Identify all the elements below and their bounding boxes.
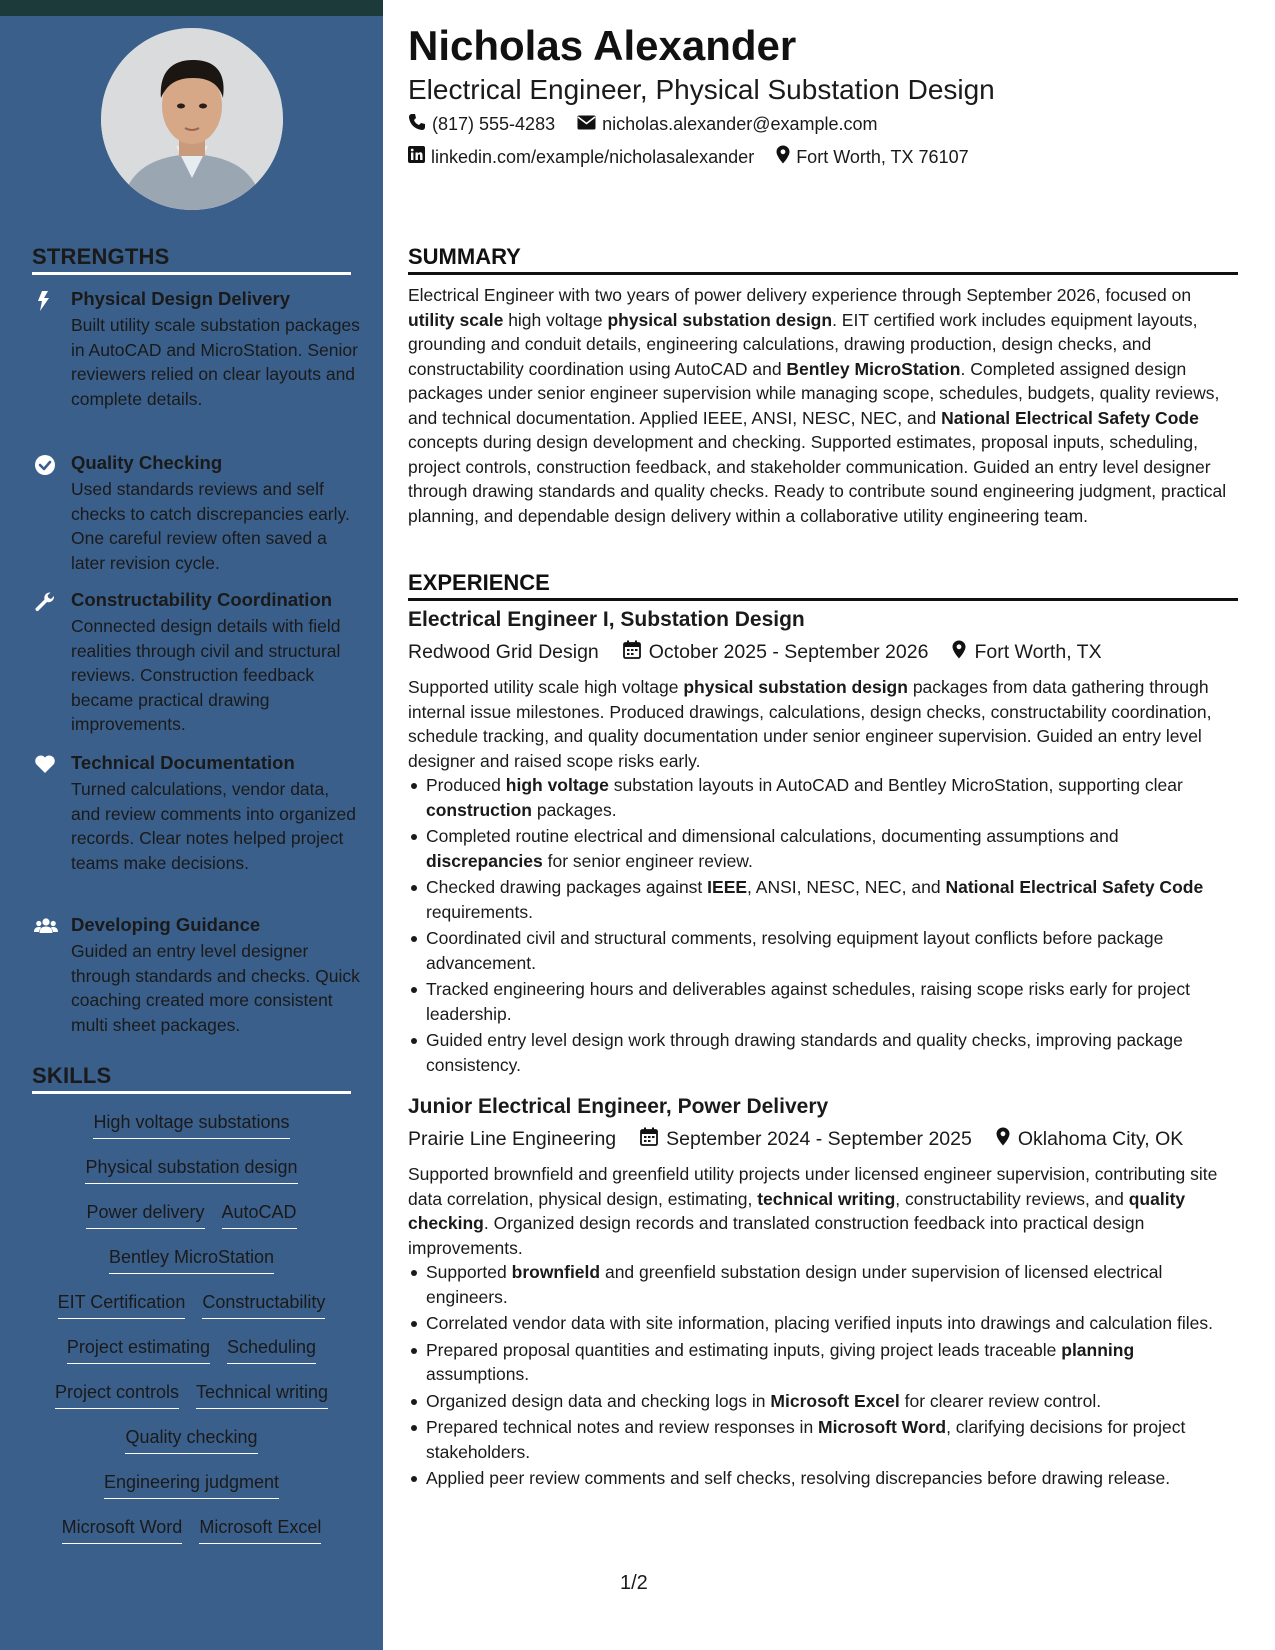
skill-tag: Power delivery xyxy=(86,1200,204,1229)
strength-title: Developing Guidance xyxy=(71,914,261,935)
email-link[interactable]: nicholas.alexander@example.com xyxy=(602,114,878,134)
linkedin-icon xyxy=(408,146,425,168)
phone-number[interactable]: (817) 555-4283 xyxy=(432,114,556,134)
phone-icon xyxy=(408,113,426,136)
job-bullets xyxy=(408,1260,1238,1493)
strength-desc: Turned calculations, vendor data, and review comments into organized records. Clear notes helped project teams make decisions. xyxy=(71,779,357,873)
job-description: Supported brownfield and greenfield utility projects under licensed engineer supervision, contributing site data correlation, physical design, estimating, technical writing, constructability reviews, and quality checking. Organized design records and translated construction feedback into practical design improvements. xyxy=(408,1164,1218,1258)
strengths-heading: STRENGTHS xyxy=(32,244,170,269)
job-title: Junior Electrical Engineer, Power Delivery xyxy=(408,1095,829,1118)
map-pin-icon xyxy=(952,640,966,665)
envelope-icon xyxy=(577,114,596,135)
bullet-item: Produced high voltage substation layouts in AutoCAD and Bentley MicroStation, supporting clear construction packages. xyxy=(408,773,1238,822)
skill-tag: Microsoft Word xyxy=(62,1515,183,1544)
bullet-item: Completed routine electrical and dimensional calculations, documenting assumptions and discrepancies for senior engineer review. xyxy=(408,824,1238,873)
skill-tag: Quality checking xyxy=(125,1425,257,1454)
summary-rule xyxy=(408,272,1238,275)
strength-desc: Connected design details with field realities through civil and structural reviews. Construction feedback became practical drawing improvements. xyxy=(71,616,341,734)
strengths-rule xyxy=(32,272,351,275)
job-dates: September 2024 - September 2025 xyxy=(666,1128,972,1150)
summary-paragraph: Electrical Engineer with two years of power delivery experience through September 2026, focused on utility scale high voltage physical substation design. EIT certified work includes equipment layouts, grounding and conduit details, engineering calculations, drawing production, design checks, and constructability coordination using AutoCAD and Bentley MicroStation. Completed assigned design packages under senior engineer supervision while managing scope, schedules, budgets, quality reviews, and technical documentation. Applied IEEE, ANSI, NESC, NEC, and National Electrical Safety Code concepts during design development and checking. Supported estimates, proposal inputs, scheduling, project controls, construction feedback, and stakeholder communication. Guided an entry level designer through drawing standards and quality checks. Ready to contribute sound engineering judgment, practical planning, and dependable design delivery within a collaborative utility engineering team. xyxy=(408,285,1227,526)
bullet-item: Tracked engineering hours and deliverables against schedules, raising scope risks early for project leadership. xyxy=(408,977,1238,1026)
job-description: Supported utility scale high voltage physical substation design packages from data gathering through internal issue milestones. Produced drawings, calculations, design checks, constructability coordination, schedule tracking, and quality documentation under senior engineer supervision. Guided an entry level designer and raised scope risks early. xyxy=(408,677,1212,771)
top-accent-bar xyxy=(0,0,383,16)
bullet-item: Prepared technical notes and review responses in Microsoft Word, clarifying decisions for project stakeholders. xyxy=(408,1415,1238,1464)
map-pin-icon xyxy=(776,145,790,169)
skill-tag: AutoCAD xyxy=(222,1200,297,1229)
skill-tag: Engineering judgment xyxy=(104,1470,279,1499)
contact-row-2 xyxy=(408,145,969,169)
heart-icon xyxy=(34,754,56,776)
skill-tag: High voltage substations xyxy=(93,1110,289,1139)
summary-heading: SUMMARY xyxy=(408,244,521,269)
skill-tag: Microsoft Excel xyxy=(199,1515,321,1544)
linkedin-link[interactable]: linkedin.com/example/nicholasalexander xyxy=(431,146,755,167)
skill-tag: EIT Certification xyxy=(58,1290,186,1319)
skill-tag: Technical writing xyxy=(196,1380,328,1409)
wrench-icon xyxy=(34,591,56,613)
job-bullets xyxy=(408,773,1238,1079)
strength-title: Quality Checking xyxy=(71,452,223,473)
bullet-item: Applied peer review comments and self checks, resolving discrepancies before drawing release. xyxy=(408,1466,1238,1491)
page-number: 1/2 xyxy=(620,1572,648,1594)
experience-heading: EXPERIENCE xyxy=(408,570,550,595)
check-circle-icon xyxy=(34,454,56,476)
skill-tag: Project estimating xyxy=(67,1335,210,1364)
strength-desc: Guided an entry level designer through standards and checks. Quick coaching created more consistent multi sheet packages. xyxy=(71,941,360,1035)
job-meta xyxy=(408,640,1102,665)
bullet-item: Prepared proposal quantities and estimating inputs, giving project leads traceable planning assumptions. xyxy=(408,1338,1238,1387)
calendar-icon xyxy=(623,640,641,665)
skills-heading: SKILLS xyxy=(32,1063,112,1088)
candidate-headline: Electrical Engineer, Physical Substation Design xyxy=(408,74,995,105)
skill-tag: Scheduling xyxy=(227,1335,316,1364)
company-name: Redwood Grid Design xyxy=(408,641,599,663)
skills-list xyxy=(32,1110,351,1560)
users-icon xyxy=(34,916,56,938)
bullet-item: Checked drawing packages against IEEE, ANSI, NESC, NEC, and National Electrical Safety Code requirements. xyxy=(408,875,1238,924)
skill-tag: Bentley MicroStation xyxy=(109,1245,274,1274)
strength-title: Technical Documentation xyxy=(71,752,295,773)
profile-photo xyxy=(101,28,283,210)
location-text: Fort Worth, TX 76107 xyxy=(796,146,969,167)
experience-rule xyxy=(408,598,1238,601)
job-location: Fort Worth, TX xyxy=(974,641,1102,663)
job-dates: October 2025 - September 2026 xyxy=(648,641,929,663)
strength-title: Physical Design Delivery xyxy=(71,288,291,309)
calendar-icon xyxy=(640,1127,658,1152)
job-meta xyxy=(408,1127,1183,1152)
contact-row-1 xyxy=(408,113,878,136)
job-location: Oklahoma City, OK xyxy=(1017,1128,1184,1150)
candidate-name: Nicholas Alexander xyxy=(408,22,797,69)
strength-desc: Used standards reviews and self checks to catch discrepancies early. One careful review often saved a later revision cycle. xyxy=(71,479,350,573)
bullet-item: Organized design data and checking logs in Microsoft Excel for clearer review control. xyxy=(408,1389,1238,1414)
skill-tag: Physical substation design xyxy=(85,1155,297,1184)
bullet-item: Supported brownfield and greenfield substation design under supervision of licensed electrical engineers. xyxy=(408,1260,1238,1309)
bullet-item: Guided entry level design work through drawing standards and quality checks, improving package consistency. xyxy=(408,1028,1238,1077)
strength-desc: Built utility scale substation packages in AutoCAD and MicroStation. Senior reviewers relied on clear layouts and complete details. xyxy=(71,315,360,409)
skills-rule xyxy=(32,1091,351,1094)
strength-title: Constructability Coordination xyxy=(71,589,333,610)
bullet-item: Correlated vendor data with site information, placing verified inputs into drawings and calculation files. xyxy=(408,1311,1238,1336)
skill-tag: Constructability xyxy=(202,1290,325,1319)
bullet-item: Coordinated civil and structural comments, resolving equipment layout conflicts before package advancement. xyxy=(408,926,1238,975)
skill-tag: Project controls xyxy=(55,1380,179,1409)
bolt-icon xyxy=(34,290,56,312)
map-pin-icon xyxy=(996,1127,1010,1152)
job-title: Electrical Engineer I, Substation Design xyxy=(408,608,805,631)
company-name: Prairie Line Engineering xyxy=(408,1128,617,1150)
